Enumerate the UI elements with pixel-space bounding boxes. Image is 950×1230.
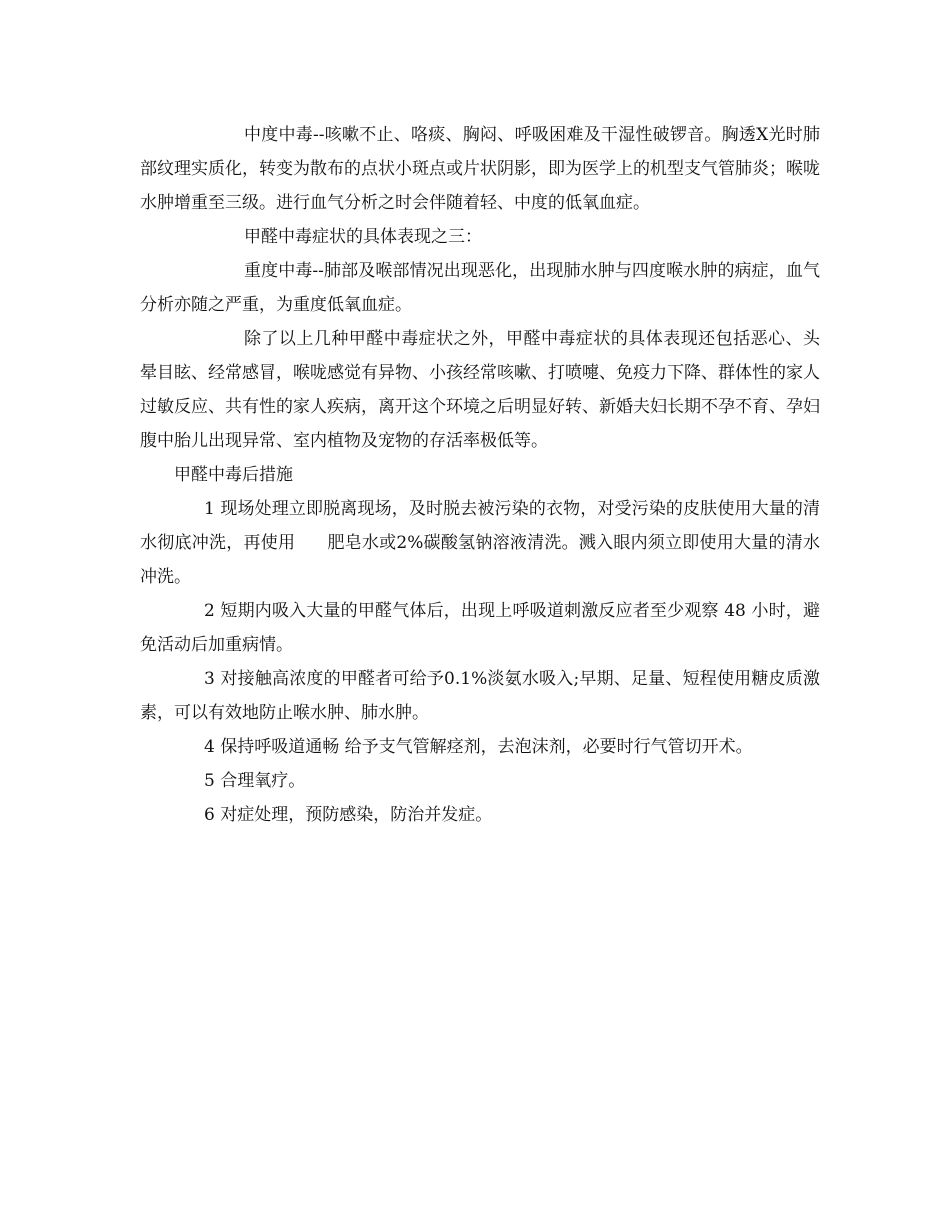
measure-item-2: 2 短期内吸入大量的甲醛气体后，出现上呼吸道刺激反应者至少观察 48 小时，避免活动后加重病情。 — [140, 601, 820, 655]
paragraph-severe-poisoning: 重度中毒--肺部及喉部情况出现恶化，出现肺水肿与四度喉水肿的病症，血气分析亦随之严重，为重度低氧血症。 — [140, 261, 820, 315]
measure-item-1 — [140, 492, 820, 594]
heading-symptom-three: 甲醛中毒症状的具体表现之三： — [244, 227, 482, 247]
measure-item-4: 4 保持呼吸道通畅 给予支气管解痉剂，去泡沫剂，必要时行气管切开术。 — [204, 737, 753, 757]
measure-item-3: 3 对接触高浓度的甲醛者可给予0.1%淡氨水吸入;早期、足量、短程使用糖皮质激素，可以有效地防止喉水肿、肺水肿。 — [140, 669, 820, 723]
paragraph-moderate-poisoning: 中度中毒--咳嗽不止、咯痰、胸闷、呼吸困难及干湿性破锣音。胸透X光时肺部纹理实质化，转变为散布的点状小斑点或片状阴影，即为医学上的机型支气管肺炎；喉咙水肿增重至三级。进行血气分析之时会伴随着轻、中度的低氧血症。 — [140, 125, 820, 213]
measure-item-1-part-a: 1 现场处理立即脱离现场，及时脱去被污染的衣物，对受污染的皮肤使用大量的清水彻底冲洗，再使用 — [140, 499, 820, 553]
paragraph-other-symptoms: 除了以上几种甲醛中毒症状之外，甲醛中毒症状的具体表现还包括恶心、头晕目眩、经常感冒，喉咙感觉有异物、小孩经常咳嗽、打喷嚏、免疫力下降、群体性的家人过敏反应、共有性的家人疾病，离开这个环境之后明显好转、新婚夫妇长期不孕不育、孕妇腹中胎儿出现异常、室内植物及宠物的存活率极低等。 — [140, 329, 820, 451]
measure-item-6: 6 对症处理，预防感染，防治并发症。 — [204, 805, 493, 825]
measure-item-5: 5 合理氧疗。 — [204, 771, 306, 791]
document-body — [140, 118, 820, 832]
heading-measures: 甲醛中毒后措施 — [174, 465, 293, 485]
measure-item-1-part-b: 肥皂水或2%碳酸氢钠溶液清洗。溅入眼内须立即使用大量的清水冲洗。 — [140, 533, 821, 587]
